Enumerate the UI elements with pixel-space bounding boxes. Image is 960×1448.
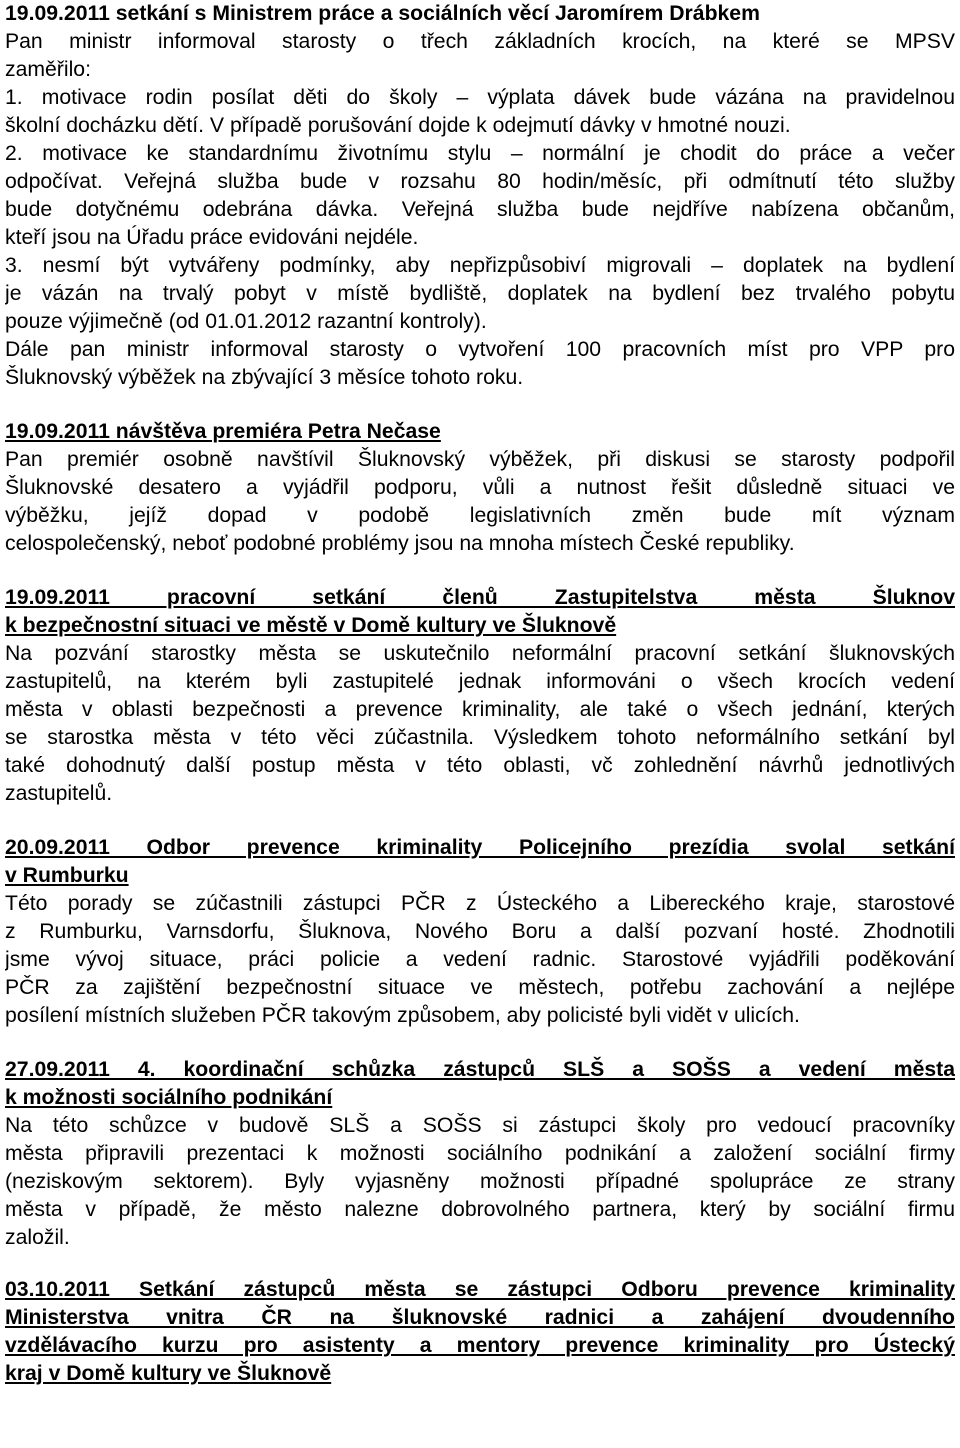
section-heading: kraj v Domě kultury ve Šluknově — [5, 1362, 332, 1385]
paragraph-line: Pan ministr informoval starosty o třech základních krocích, na které se MPSV — [5, 30, 955, 53]
section-council-meeting — [5, 584, 955, 808]
section-heading: k bezpečnostní situaci ve městě v Domě kultury ve Šluknově — [5, 614, 617, 637]
section-heading: Ministerstva vnitra ČR na šluknovské radnici a zahájení dvoudenního — [5, 1306, 955, 1329]
section-ministry-interior-meeting — [5, 1276, 955, 1388]
paragraph-line: zastupitelů. — [5, 782, 113, 805]
paragraph-line: Pan premiér osobně navštívil Šluknovský výběžek, při diskusi se starosty podpořil — [5, 448, 955, 471]
paragraph-line: školní docházku dětí. V případě porušování dojde k odejmutí dávky v hmotné nouzi. — [5, 114, 791, 137]
paragraph-line: města připravili prezentaci k možnosti sociálního podnikání a založení sociální firmy — [5, 1142, 955, 1165]
paragraph-line: zaměřilo: — [5, 58, 91, 81]
section-heading: 19.09.2011 setkání s Ministrem práce a sociálních věcí Jaromírem Drábkem — [5, 2, 760, 25]
section-minister-meeting — [5, 0, 955, 392]
paragraph-line: jsme vývoj situace, práci policie a vedení radnic. Starostové vyjádřili poděkování — [5, 948, 955, 971]
paragraph-line: také dohodnutý další postup města v této oblasti, vč zohlednění návrhů jednotlivých — [5, 754, 955, 777]
section-heading: 19.09.2011 pracovní setkání členů Zastupitelstva města Šluknov — [5, 586, 955, 609]
section-heading: 19.09.2011 návštěva premiéra Petra Nečase — [5, 420, 441, 443]
section-spacer — [5, 1252, 955, 1276]
section-heading: vzdělávacího kurzu pro asistenty a mentory prevence kriminality pro Ústecký — [5, 1334, 955, 1357]
paragraph-line: posílení místních služeben PČR takovým způsobem, aby policisté byli vidět v ulicích. — [5, 1004, 800, 1027]
paragraph-line: Na této schůzce v budově SLŠ a SOŠS si zástupci školy pro vedoucí pracovníky — [5, 1114, 955, 1137]
paragraph-line: Na pozvání starostky města se uskutečnilo neformální pracovní setkání šluknovských — [5, 642, 955, 665]
section-social-business — [5, 1056, 955, 1252]
paragraph-line: založil. — [5, 1226, 70, 1249]
paragraph-line: je vázán na trvalý pobyt v místě bydliště, doplatek na bydlení bez trvalého pobytu — [5, 282, 955, 305]
paragraph-line: Dále pan ministr informoval starosty o vytvoření 100 pracovních míst pro VPP pro — [5, 338, 955, 361]
section-spacer — [5, 392, 955, 418]
paragraph-line: bude dotyčnému odebrána dávka. Veřejná služba bude nejdříve nabízena občanům, — [5, 198, 955, 221]
paragraph-line: Šluknovský výběžek na zbývající 3 měsíce tohoto roku. — [5, 366, 524, 389]
paragraph-line: (neziskovým sektorem). Byly vyjasněny možnosti případné spolupráce ze strany — [5, 1170, 955, 1193]
paragraph-line: celospolečenský, neboť podobné problémy jsou na mnoha místech České republiky. — [5, 532, 795, 555]
section-heading: v Rumburku — [5, 864, 129, 887]
paragraph-line: Této porady se zúčastnili zástupci PČR z Ústeckého a Libereckého kraje, starostové — [5, 892, 955, 915]
paragraph-line: kteří jsou na Úřadu práce evidováni nejdéle. — [5, 226, 419, 249]
section-spacer — [5, 808, 955, 834]
paragraph-line: PČR za zajištění bezpečnostní situace ve městech, potřebu zachování a nejlépe — [5, 976, 955, 999]
paragraph-line: zastupitelů, na kterém byli zastupitelé jednak informováni o všech krocích vedení — [5, 670, 955, 693]
section-premier-visit — [5, 418, 955, 558]
paragraph-line: pouze výjimečně (od 01.01.2012 razantní kontroly). — [5, 310, 487, 333]
section-heading: 27.09.2011 4. koordinační schůzka zástupců SLŠ a SOŠS a vedení města — [5, 1058, 955, 1081]
paragraph-line: 1. motivace rodin posílat děti do školy – výplata dávek bude vázána na pravidelnou — [5, 86, 955, 109]
section-spacer — [5, 1030, 955, 1056]
paragraph-line: výběžku, jejíž dopad v podobě legislativních změn bude mít význam — [5, 504, 955, 527]
section-spacer — [5, 558, 955, 584]
section-heading: 20.09.2011 Odbor prevence kriminality Policejního prezídia svolal setkání — [5, 836, 955, 859]
paragraph-line: odpočívat. Veřejná služba bude v rozsahu 80 hodin/měsíc, při odmítnutí této služby — [5, 170, 955, 193]
paragraph-line: 3. nesmí být vytvářeny podmínky, aby nepřizpůsobiví migrovali – doplatek na bydlení — [5, 254, 955, 277]
section-heading: 03.10.2011 Setkání zástupců města se zástupci Odboru prevence kriminality — [5, 1278, 955, 1301]
paragraph-line: 2. motivace ke standardnímu životnímu stylu – normální je chodit do práce a večer — [5, 142, 955, 165]
section-crime-prevention-rumburk — [5, 834, 955, 1030]
paragraph-line: města v případě, že město nalezne dobrovolného partnera, který by sociální firmu — [5, 1198, 955, 1221]
paragraph-line: z Rumburku, Varnsdorfu, Šluknova, Nového Boru a další pozvaní hosté. Zhodnotili — [5, 920, 955, 943]
paragraph-line: se starostka města v této věci zúčastnila. Výsledkem tohoto neformálního setkání byl — [5, 726, 955, 749]
section-heading: k možnosti sociálního podnikání — [5, 1086, 333, 1109]
paragraph-line: města v oblasti bezpečnosti a prevence kriminality, ale také o všech jednání, kterých — [5, 698, 955, 721]
paragraph-line: Šluknovské desatero a vyjádřil podporu, vůli a nutnost řešit důsledně situaci ve — [5, 476, 955, 499]
